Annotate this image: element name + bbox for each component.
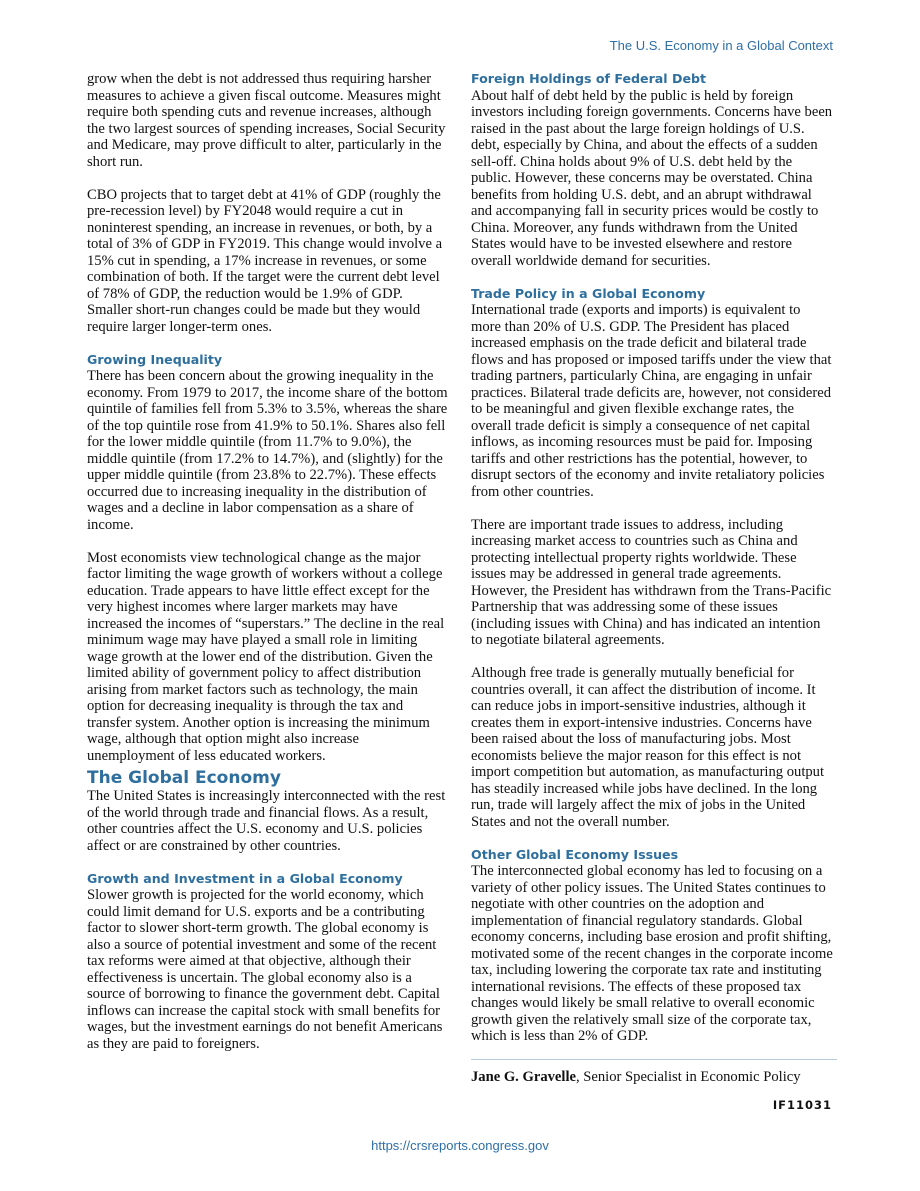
paragraph: International trade (exports and imports) is equivalent to more than 20% of U.S. GDP. The President has placed increased emphasis on the trade deficit and bilateral trade flows and has proposed or imposed tariffs under the view that trading partners, particularly China, are engaging in unfair practices. Bilateral trade deficits are, however, not considered to be meaningful and given flexible exchange rates, the overall trade deficit is simply a consequence of net capital inflows, as incoming resources must be paid for. Imposing tariffs and other restrictions has the potential, however, to disrupt sectors of the economy and invite retaliatory policies from other countries.: [471, 302, 832, 500]
divider: [471, 1059, 837, 1060]
footer-url[interactable]: https://crsreports.congress.gov: [371, 1138, 549, 1153]
other-issues-heading: Other Global Economy Issues: [471, 846, 679, 862]
paragraph: grow when the debt is not addressed thus requiring harsher measures to achieve a given fiscal outcome. Measures might require both spending cuts and revenue increases, although the two largest sources of spending increases, Social Security and Medicare, may prove difficult to alter, particularly in the short run.: [87, 71, 446, 170]
growth-investment-heading: Growth and Investment in a Global Economy: [87, 870, 403, 886]
report-id: IF11031: [772, 1098, 832, 1112]
paragraph: The United States is increasingly interconnected with the rest of the world through trade and financial flows. As a result, other countries affect the U.S. economy and U.S. policies affect or are constrained by other countries.: [87, 788, 446, 854]
paragraph: CBO projects that to target debt at 41% of GDP (roughly the pre-recession level) by FY2048 would require a cut in noninterest spending, an increase in revenues, or both, by a total of 3% of GDP in FY2019. This change would involve a 15% cut in spending, a 17% increase in revenues, or some combination of both. If the target were the current debt level of 78% of GDP, the reduction would be 1.9% of GDP. Smaller short-run changes could be made but they would require larger longer-term ones.: [87, 186, 443, 335]
paragraph: There are important trade issues to address, including increasing market access to countries such as China and protecting intellectual property rights worldwide. These issues may be addressed in general trade agreements. However, the President has withdrawn from the Trans-Pacific Partnership that was addressing some of these issues (including issues with China) and has indicated an intention to negotiate bilateral agreements.: [471, 516, 832, 648]
running-header: The U.S. Economy in a Global Context: [609, 38, 833, 53]
paragraph: The interconnected global economy has led to focusing on a variety of other policy issues. The United States continues to negotiate with other countries on the adoption and implementation of financial regulatory standards. Global economy concerns, including base erosion and profit shifting, motivated some of the recent changes in the corporate income tax, including lowering the corporate tax rate and instituting international revisions. The effects of these proposed tax changes would likely be small relative to overall economic growth given the relatively small size of the corporate tax, which is less than 2% of GDP.: [471, 863, 833, 1044]
trade-policy-heading: Trade Policy in a Global Economy: [471, 285, 706, 301]
paragraph: Most economists view technological change as the major factor limiting the wage growth of workers without a college education. Trade appears to have little effect except for the very highest incomes where larger markets may have increased the incomes of “superstars.” The decline in the real minimum wage may have played a small role in limiting wage growth at the lower end of the distribution. Given the limited ability of government policy to affect distribution arising from market factors such as technology, the main option for decreasing inequality is through the tax and transfer system. Another option is increasing the minimum wage, although that option might also increase unemployment of less educated workers.: [87, 549, 445, 764]
global-economy-heading: The Global Economy: [87, 768, 281, 788]
growing-inequality-heading: Growing Inequality: [87, 351, 223, 367]
author-line: [471, 1069, 833, 1086]
right-column: [471, 71, 833, 1085]
paragraph: There has been concern about the growing inequality in the economy. From 1979 to 2017, the income share of the bottom quintile of families fell from 5.3% to 3.5%, whereas the share of the top quintile rose from 41.9% to 50.1%. Shares also fell for the lower middle quintile (from 11.7% to 9.0%), the middle quintile (from 17.2% to 14.7%), and (slightly) for the upper middle quintile (from 23.8% to 22.7%). These effects occurred due to increasing inequality in the distribution of wages and a decline in labor compensation as a share of income.: [87, 368, 448, 533]
paragraph: About half of debt held by the public is held by foreign investors including foreign governments. Concerns have been raised in the past about the large foreign holdings of U.S. debt, especially by China, and about the effects of a sudden sell-off. China holds about 9% of U.S. debt held by the public. However, these concerns may be overstated. China benefits from holding U.S. debt, and an abrupt withdrawal and accompanying fall in security prices would be costly to China. Moreover, any funds withdrawn from the United States would have to be invested elsewhere and restore overall worldwide demand for securities.: [471, 87, 833, 269]
paragraph: Slower growth is projected for the world economy, which could limit demand for U.S. exports and be a contributing factor to slower short-term growth. The global economy is also a source of potential investment and some of the recent tax reforms were aimed at that objective, although their effectiveness is uncertain. The global economy also is a source of borrowing to finance the government debt. Capital inflows can increase the capital stock with small benefits for wages, but the investment earnings do not benefit Americans as they are paid to foreigners.: [87, 887, 443, 1052]
author-name: Jane G. Gravelle: [471, 1068, 576, 1085]
paragraph: Although free trade is generally mutually beneficial for countries overall, it can affect the distribution of income. It can reduce jobs in import-sensitive industries, although it creates them in export-intensive industries. Concerns have been raised about the loss of manufacturing jobs. Most economists believe the major reason for this effect is not import competition but automation, as manufacturing output has steadily increased while jobs have declined. In the long run, trade will largely affect the mix of jobs in the United States and not the overall number.: [471, 665, 825, 830]
author-title: , Senior Specialist in Economic Policy: [575, 1068, 801, 1085]
foreign-holdings-heading: Foreign Holdings of Federal Debt: [471, 71, 707, 86]
left-column: [87, 71, 449, 1052]
